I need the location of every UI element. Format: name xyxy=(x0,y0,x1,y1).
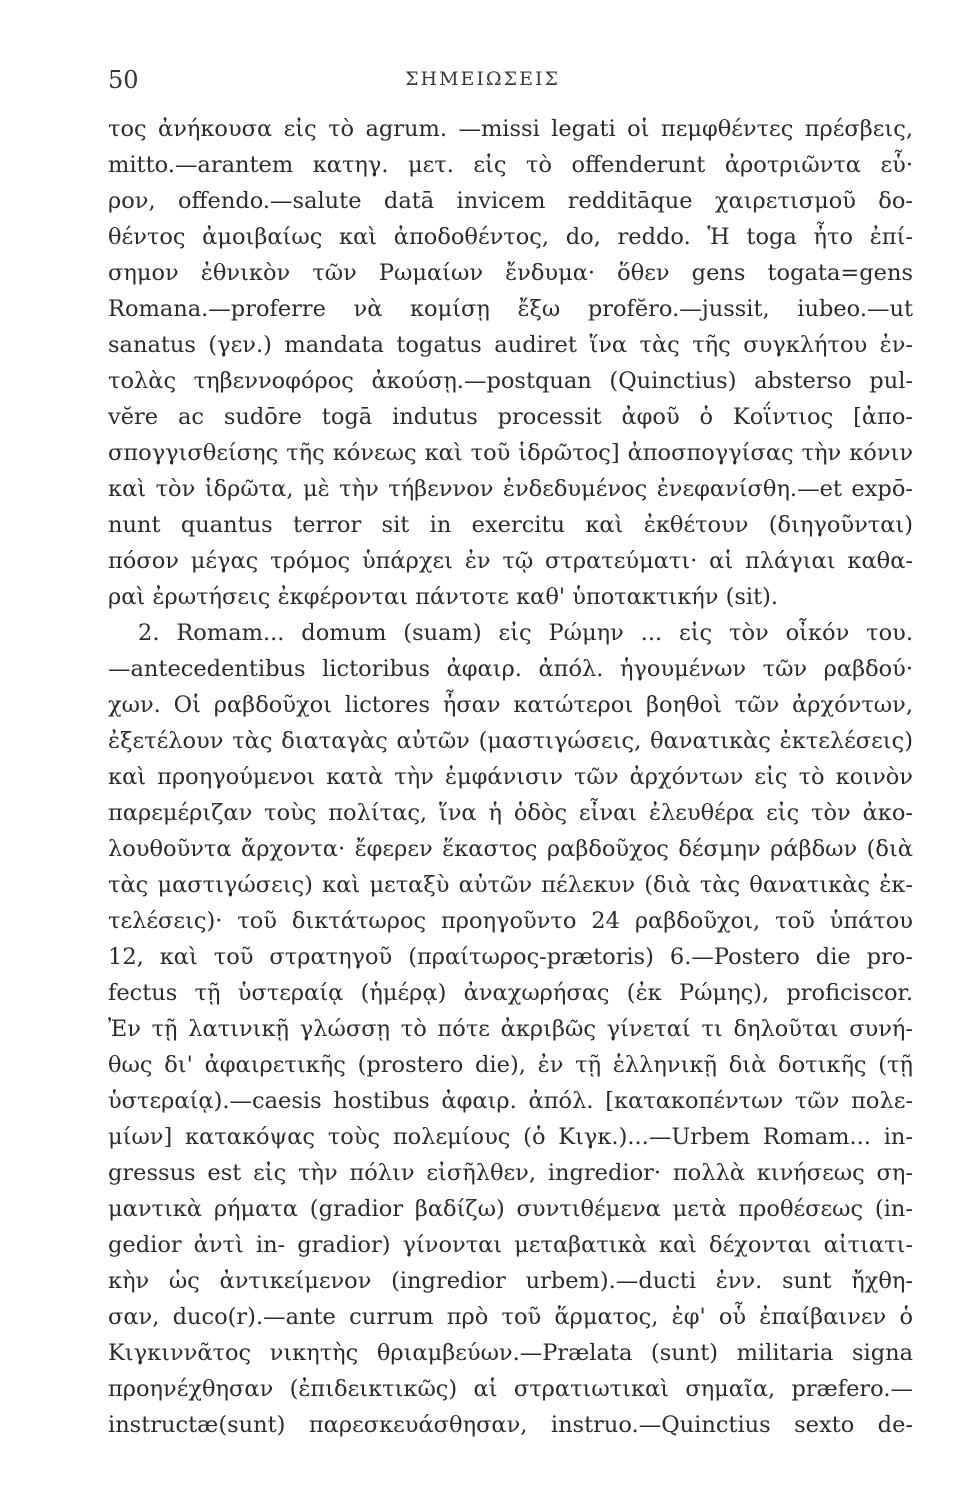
text-line: gedior ἀντὶ in- gradior) γίνονται μεταβατικὰ καὶ δέχονται αἰτιατι- xyxy=(108,1232,913,1258)
text-line: καὶ προηγούμενοι κατὰ τὴν ἐμφάνισιν τῶν ἀρχόντων εἰς τὸ κοινὸν xyxy=(108,764,913,790)
text-line: χων. Οἱ ραβδοῦχοι lictores ἦσαν κατώτεροι βοηθοὶ τῶν ἀρχόντων, xyxy=(108,692,913,718)
text-line: θέντος ἀμοιβαίως καὶ ἀποδοθέντος, do, reddo. Ἡ toga ἦτο ἐπί- xyxy=(108,224,913,250)
text-line: gressus est εἰς τὴν πόλιν εἰσῆλθεν, ingredior· πολλὰ κινήσεως ση- xyxy=(108,1160,913,1186)
page-number: 50 xyxy=(108,66,139,94)
text-line: πόσον μέγας τρόμος ὑπάρχει ἐν τῷ στρατεύματι· αἱ πλάγιαι καθα- xyxy=(108,548,913,574)
text-line: ρον, offendo.—salute datā invicem redditāque χαιρετισμοῦ δο- xyxy=(108,188,913,214)
text-line: 12, καὶ τοῦ στρατηγοῦ (πραίτωρος-prætoris) 6.—Postero die pro- xyxy=(108,944,913,970)
text-line: Romana.—proferre νὰ κομίσῃ ἔξω profĕro.—jussit, iubeo.—ut xyxy=(108,296,913,322)
text-line: ραὶ ἐρωτήσεις ἐκφέρονται πάντοτε καθ' ὑποτακτικήν (sit). xyxy=(108,584,779,610)
text-line: Κιγκιννᾶτος νικητὴς θριαμβεύων.—Prælata (sunt) militaria signa xyxy=(108,1340,913,1366)
text-line: τὰς μαστιγώσεις) καὶ μεταξὺ αὐτῶν πέλεκυν (διὰ τὰς θανατικὰς ἐκ- xyxy=(108,872,913,898)
text-line: σπογγισθείσης τῆς κόνεως καὶ τοῦ ἱδρῶτος] ἀποσπογγίσας τὴν κόνιν xyxy=(108,440,913,466)
text-line: παρεμέριζαν τοὺς πολίτας, ἵνα ἡ ὁδὸς εἶναι ἐλευθέρα εἰς τὸν ἀκο- xyxy=(108,800,913,826)
text-line: κὴν ὡς ἀντικείμενον (ingredior urbem).—ducti ἐνν. sunt ἤχθη- xyxy=(108,1268,913,1294)
text-line: τος ἀνήκουσα εἰς τὸ agrum. —missi legati οἱ πεμφθέντες πρέσβεις, xyxy=(108,116,913,142)
text-line: τολὰς τηβεννοφόρος ἀκούσῃ.—postquan (Quinctius) absterso pul- xyxy=(108,368,913,394)
page-header xyxy=(0,60,965,100)
numbered-note-line: 2. Romam... domum (suam) εἰς Ρώμην ... εἰς τὸν οἶκόν του. xyxy=(138,620,913,646)
text-line: λουθοῦντα ἄρχοντα· ἔφερεν ἕκαστος ραβδοῦχος δέσμην ράβδων (διὰ xyxy=(108,836,913,862)
text-line: nunt quantus terror sit in exercitu καὶ ἐκθέτουν (διηγοῦνται) xyxy=(108,512,913,538)
text-line: μίων] κατακόψας τοὺς πολεμίους (ὁ Κιγκ.)...—Urbem Romam... in- xyxy=(108,1124,913,1150)
text-line: καὶ τὸν ἱδρῶτα, μὲ τὴν τήβεννον ἐνδεδυμένος ἐνεφανίσθη.—et expō- xyxy=(108,476,913,502)
text-line: fectus τῇ ὑστεραίᾳ (ἡμέρᾳ) ἀναχωρήσας (ἐκ Ρώμης), proficiscor. xyxy=(108,980,913,1006)
text-line: μαντικὰ ρήματα (gradior βαδίζω) συντιθέμενα μετὰ προθέσεως (in- xyxy=(108,1196,913,1222)
text-line: sanatus (γεν.) mandata togatus audiret ἵνα τὰς τῆς συγκλήτου ἐν- xyxy=(108,332,913,358)
text-line: τελέσεις)· τοῦ δικτάτωρος προηγοῦντο 24 ραβδοῦχοι, τοῦ ὑπάτου xyxy=(108,908,913,934)
text-line: mitto.—arantem κατηγ. μετ. εἰς τὸ offenderunt ἀροτριῶντα εὗ· xyxy=(108,152,913,178)
notes-text xyxy=(108,111,913,1443)
text-line: Ἐν τῇ λατινικῇ γλώσσῃ τὸ πότε ἀκριβῶς γίνεταί τι δηλοῦται συνή- xyxy=(108,1016,913,1042)
text-line: προηνέχθησαν (ἐπιδεικτικῶς) αἱ στρατιωτικαὶ σημαῖα, præfero.— xyxy=(108,1376,913,1402)
running-head: ΣΗΜΕΙΩΣΕΙΣ xyxy=(405,68,560,90)
text-line: σαν, duco(r).—ante currum πρὸ τοῦ ἅρματος, ἐφ' οὗ ἐπαίβαινεν ὁ xyxy=(108,1304,913,1330)
text-line: θως δι' ἀφαιρετικῆς (prostero die), ἐν τῇ ἑλληνικῇ διὰ δοτικῆς (τῇ xyxy=(108,1052,913,1078)
text-line: instructæ(sunt) παρεσκευάσθησαν, instruo.—Quinctius sexto de- xyxy=(108,1412,913,1438)
text-line: σημον ἐθνικὸν τῶν Ρωμαίων ἔνδυμα· ὅθεν gens togata=gens xyxy=(108,260,913,286)
text-line: ὑστεραίᾳ).—caesis hostibus ἀφαιρ. ἀπόλ. [κατακοπέντων τῶν πολε- xyxy=(108,1088,913,1114)
text-line: —antecedentibus lictoribus ἀφαιρ. ἀπόλ. ἡγουμένων τῶν ραβδού· xyxy=(108,656,913,682)
text-line: vĕre ac sudōre togā indutus processit ἀφοῦ ὁ Κοΐντιος [ἀπο- xyxy=(108,404,913,430)
text-line: ἐξετέλουν τὰς διαταγὰς αὐτῶν (μαστιγώσεις, θανατικὰς ἐκτελέσεις) xyxy=(108,728,913,754)
